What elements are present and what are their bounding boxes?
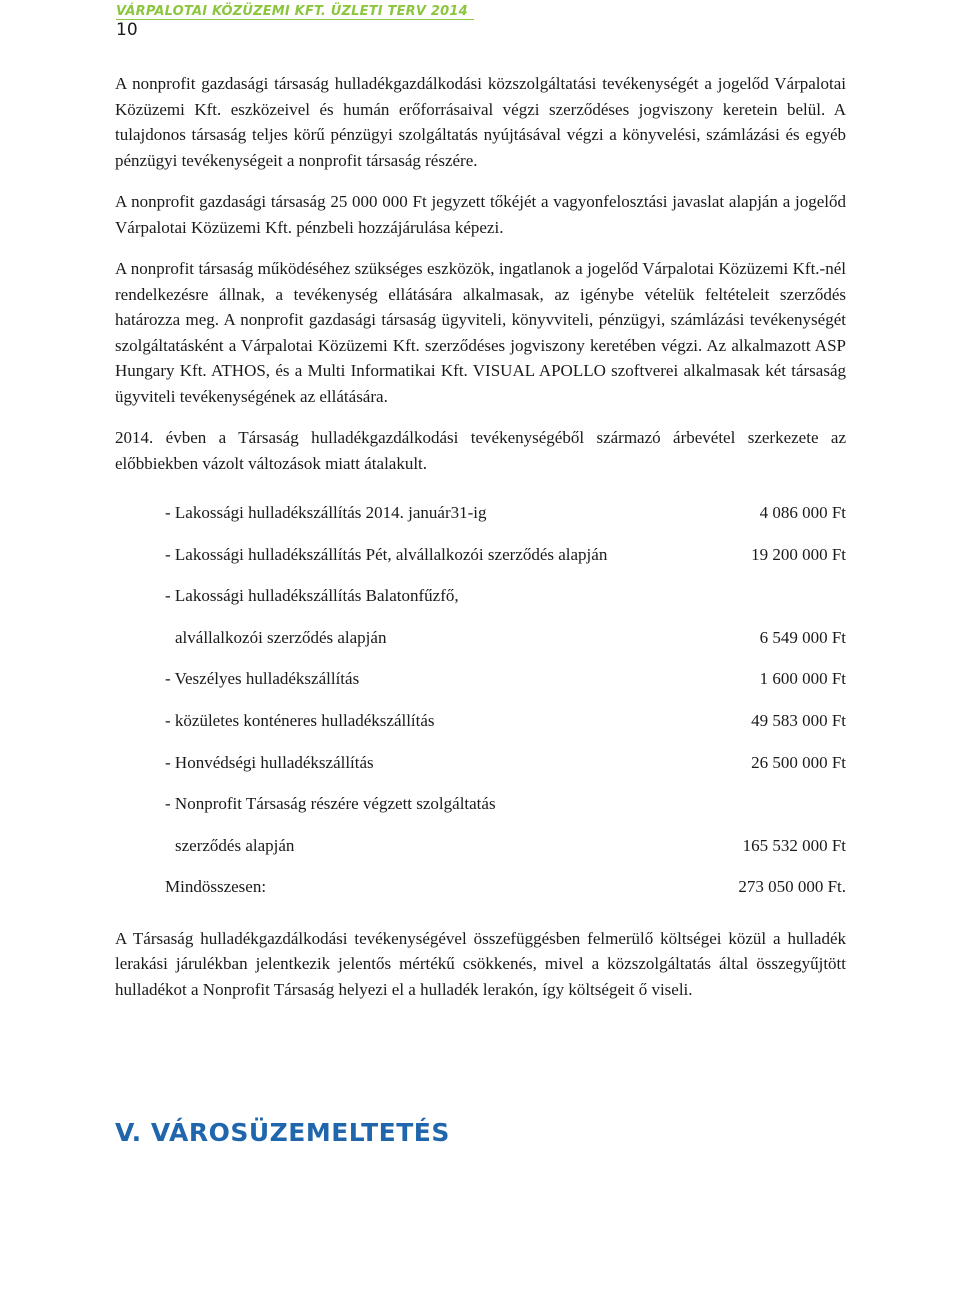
item-amount: 19 200 000 Ft [751,544,846,564]
list-item [165,502,896,544]
item-label: - Lakossági hulladékszállítás 2014. január31-ig [165,503,487,522]
paragraph-3: A nonprofit társaság működéséhez szükséges eszközök, ingatlanok a jogelőd Várpalotai Közüzemi Kft.-nél rendelkezésre állnak, a tevékenység ellátására alkalmasak, az igénybe vételük feltételeit szerződés határozza meg. A nonprofit gazdasági társaság ügyviteli, könyvviteli, pénzügyi, számlázási tevékenységét szolgáltatásként a Várpalotai Közüzemi Kft. szerződéses jogviszony keretében végzi. Az alkalmazott ASP Hungary Kft. ATHOS, és a Multi Informatikai Kft. VISUAL APOLLO szoftverei alkalmasak két társaság ügyviteli tevékenységének az ellátására. [115,259,846,406]
list-item [165,668,896,710]
list-item [165,544,896,586]
item-label: - Lakossági hulladékszállítás Pét, alvállalkozói szerződés alapján [165,544,608,564]
item-label: alvállalkozói szerződés alapján [175,627,387,647]
item-amount: 26 500 000 Ft [751,752,846,772]
item-label: - Veszélyes hulladékszállítás [165,669,360,689]
total-label: Mindösszesen: [165,877,267,897]
paragraph-1: A nonprofit gazdasági társaság hulladékgazdálkodási közszolgáltatási tevékenységét a jogelőd Várpalotai Közüzemi Kft. eszközeivel és humán erőforrásaival végzi szerződéses jogviszony keretein belül. A tulajdonos társaság teljes körű pénzügyi szolgáltatás nyújtásával végzi a könyvelési, számlázási és egyéb pénzügyi tevékenységeit a nonprofit társaság részére. [115,74,846,170]
item-label: - Lakossági hulladékszállítás Balatonfűzfő, [165,586,459,606]
page-number: 10 [116,20,138,40]
list-item [165,585,896,627]
item-amount: 1 600 000 Ft [759,669,846,689]
revenue-list [165,502,896,918]
total-row [165,876,896,918]
list-item [165,710,896,752]
item-amount: 4 086 000 Ft [759,503,846,522]
item-label: szerződés alapján [175,835,295,855]
list-item [165,835,896,877]
item-amount: 49 583 000 Ft [751,710,846,730]
paragraph-5: A Társaság hulladékgazdálkodási tevékenységével összefüggésben felmerülő költségei közül a hulladék lerakási járulékban jelentkezik jelentős mértékű csökkenés, mivel a közszolgáltatás által összegyűjtött hulladékot a Nonprofit Társaság helyezi el a hulladék lerakón, így költségeit ő viseli. [115,928,846,999]
section-heading: V. VÁROSÜZEMELTETÉS [115,1118,450,1147]
item-label: - Nonprofit Társaság részére végzett szolgáltatás [165,794,496,814]
total-amount: 273 050 000 Ft. [738,877,846,897]
list-item [165,752,896,794]
list-item [165,627,896,669]
document-header-title: VÁRPALOTAI KÖZÜZEMI KFT. ÜZLETI TERV 2014 [116,4,474,20]
item-label: - közületes konténeres hulladékszállítás [165,710,435,730]
paragraph-2: A nonprofit gazdasági társaság 25 000 000 Ft jegyzett tőkéjét a vagyonfelosztási javaslat alapján a jogelőd Várpalotai Közüzemi Kft. pénzbeli hozzájárulása képezi. [115,192,846,237]
item-amount: 6 549 000 Ft [759,627,846,647]
item-amount: 165 532 000 Ft [742,835,846,855]
document-body [115,71,846,1002]
list-item [165,793,896,835]
item-label: - Honvédségi hulladékszállítás [165,752,374,772]
paragraph-4: 2014. évben a Társaság hulladékgazdálkodási tevékenységéből származó árbevétel szerkezete az előbbiekben vázolt változások miatt átalakult. [115,428,846,473]
